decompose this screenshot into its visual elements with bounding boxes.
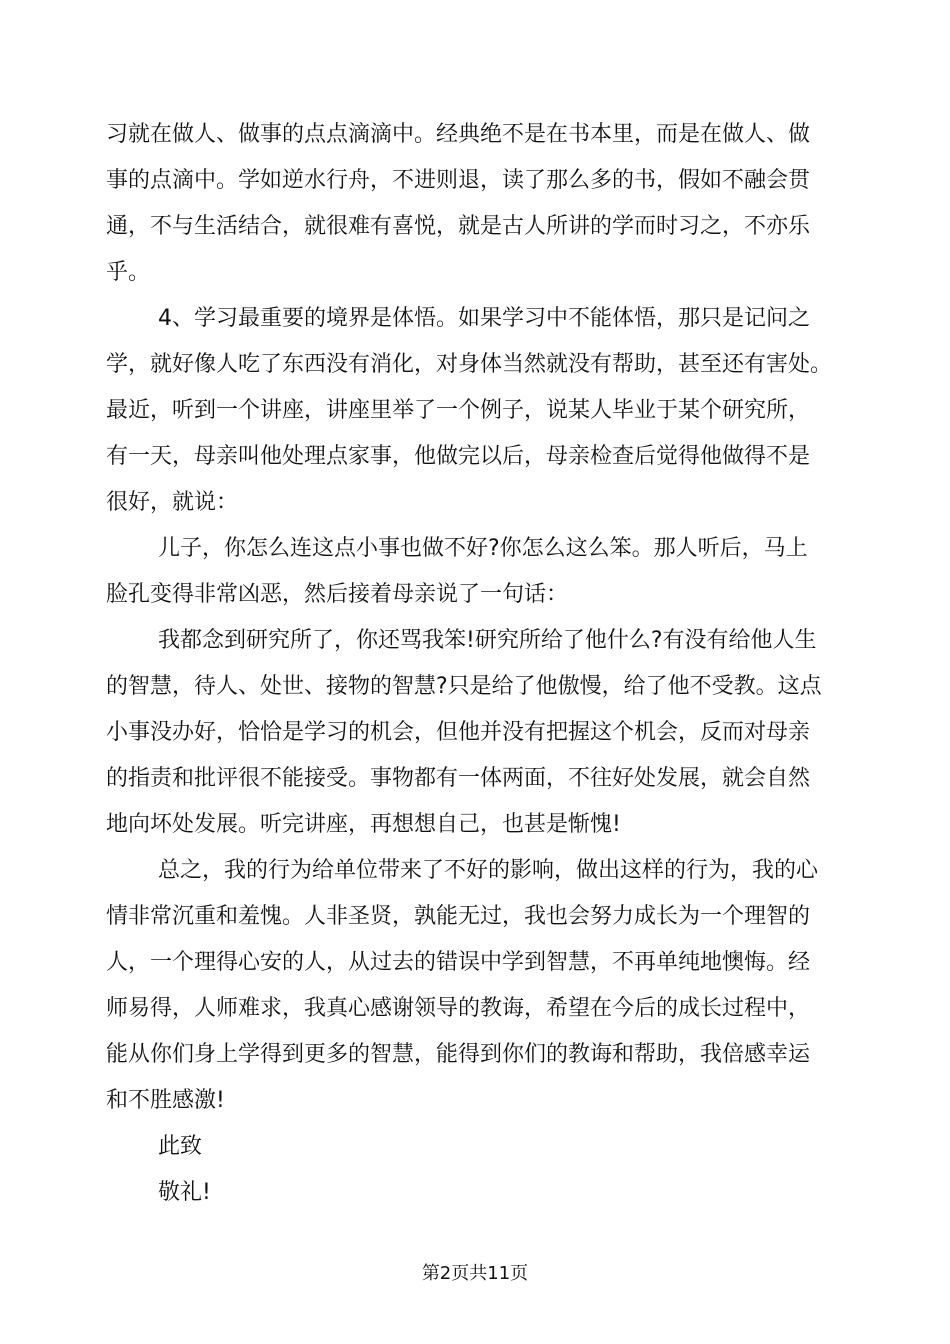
text-line: 通，不与生活结合，就很难有喜悦，就是古人所讲的学而时习之，不亦乐: [106, 214, 811, 239]
paragraph-start-line: 4、学习最重要的境界是体悟。如果学习中不能体悟，那只是记问之: [158, 306, 810, 331]
paragraph-start-line: 总之，我的行为给单位带来了不好的影响，做出这样的行为，我的心: [158, 858, 819, 883]
text-line: 很好，就说：: [106, 490, 239, 515]
text-line: 地向坏处发展。听完讲座，再想想自己，也甚是惭愧!: [106, 812, 621, 837]
text-line: 脸孔变得非常凶恶，然后接着母亲说了一句话：: [106, 582, 569, 607]
text-line: 事的点滴中。学如逆水行舟，不进则退，读了那么多的书，假如不融会贯: [106, 168, 811, 193]
text-line: 有一天，母亲叫他处理点家事，他做完以后，母亲检查后觉得他做得不是: [106, 444, 811, 469]
text-line: 师易得，人师难求，我真心感谢领导的教诲，希望在今后的成长过程中，: [106, 996, 811, 1021]
paragraph-start-line: 儿子，你怎么连这点小事也做不好?你怎么这么笨。那人听后，马上: [158, 536, 808, 561]
text-line: 人，一个理得心安的人，从过去的错误中学到智慧，不再单纯地懊悔。经: [106, 950, 811, 975]
text-line: 和不胜感激!: [106, 1088, 225, 1113]
text-line: 乎。: [106, 260, 151, 285]
text-line: 学，就好像人吃了东西没有消化，对身体当然就没有帮助，甚至还有害处。: [106, 352, 833, 377]
paragraph-start-line: 我都念到研究所了，你还骂我笨!研究所给了他什么?有没有给他人生: [158, 628, 817, 653]
page-number-footer: 第2页共11页: [421, 1263, 529, 1284]
text-line: 的智慧，待人、处世、接物的智慧?只是给了他傲慢，给了他不受教。这点: [106, 674, 822, 699]
text-line: 情非常沉重和羞愧。人非圣贤，孰能无过，我也会努力成长为一个理智的: [106, 904, 811, 929]
text-line: 习就在做人、做事的点点滴滴中。经典绝不是在书本里，而是在做人、做: [106, 122, 811, 147]
text-line: 的指责和批评很不能接受。事物都有一体两面，不往好处发展，就会自然: [106, 766, 811, 791]
closing-salutation: 此致: [158, 1134, 203, 1159]
text-line: 能从你们身上学得到更多的智慧，能得到你们的教诲和帮助，我倍感幸运: [106, 1042, 811, 1067]
document-body: [106, 112, 840, 1216]
text-line: 小事没办好，恰恰是学习的机会，但他并没有把握这个机会，反而对母亲: [106, 720, 811, 745]
text-line: 最近，听到一个讲座，讲座里举了一个例子，说某人毕业于某个研究所，: [106, 398, 811, 423]
closing-regards: 敬礼!: [158, 1180, 211, 1205]
